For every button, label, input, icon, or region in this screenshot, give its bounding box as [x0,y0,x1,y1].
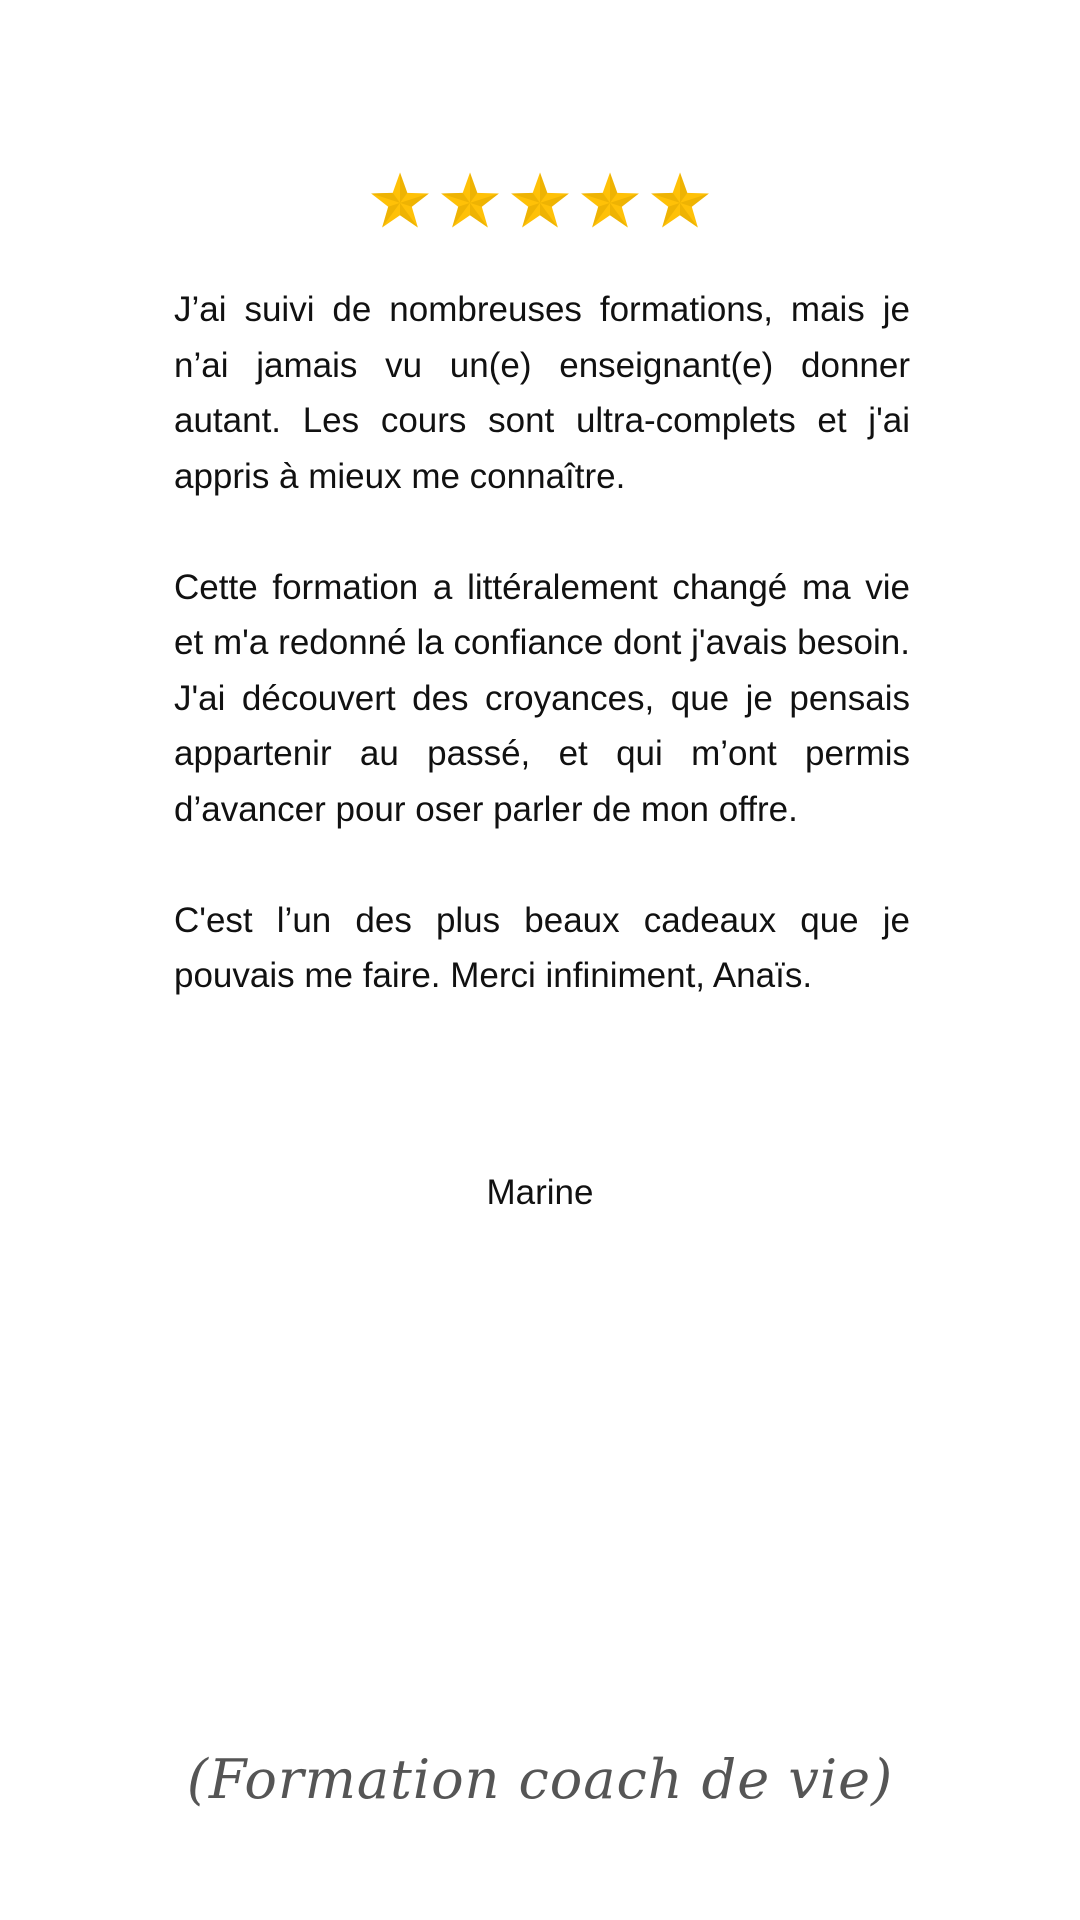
star-icon [649,170,711,232]
course-label: (Formation coach de vie) [186,1748,894,1811]
star-icon [369,170,431,232]
star-icon [439,170,501,232]
review-text [174,282,910,1004]
review-paragraph: Cette formation a littéralement changé ma vie et m'a redonné la confiance dont j'avais besoin. J'ai découvert des croyances, que je pensais appartenir au passé, et qui m’ont permis d’avancer pour oser parler de mon offre. [174,567,910,829]
star-rating [0,170,1080,232]
star-icon [509,170,571,232]
review-paragraph: C'est l’un des plus beaux cadeaux que je pouvais me faire. Merci infiniment, Anaïs. [174,900,910,995]
review-author: Marine [486,1173,594,1212]
star-icon [579,170,641,232]
review-paragraph: J’ai suivi de nombreuses formations, mais je n’ai jamais vu un(e) enseignant(e) donner autant. Les cours sont ultra-complets et j'ai appris à mieux me connaître. [174,290,910,496]
